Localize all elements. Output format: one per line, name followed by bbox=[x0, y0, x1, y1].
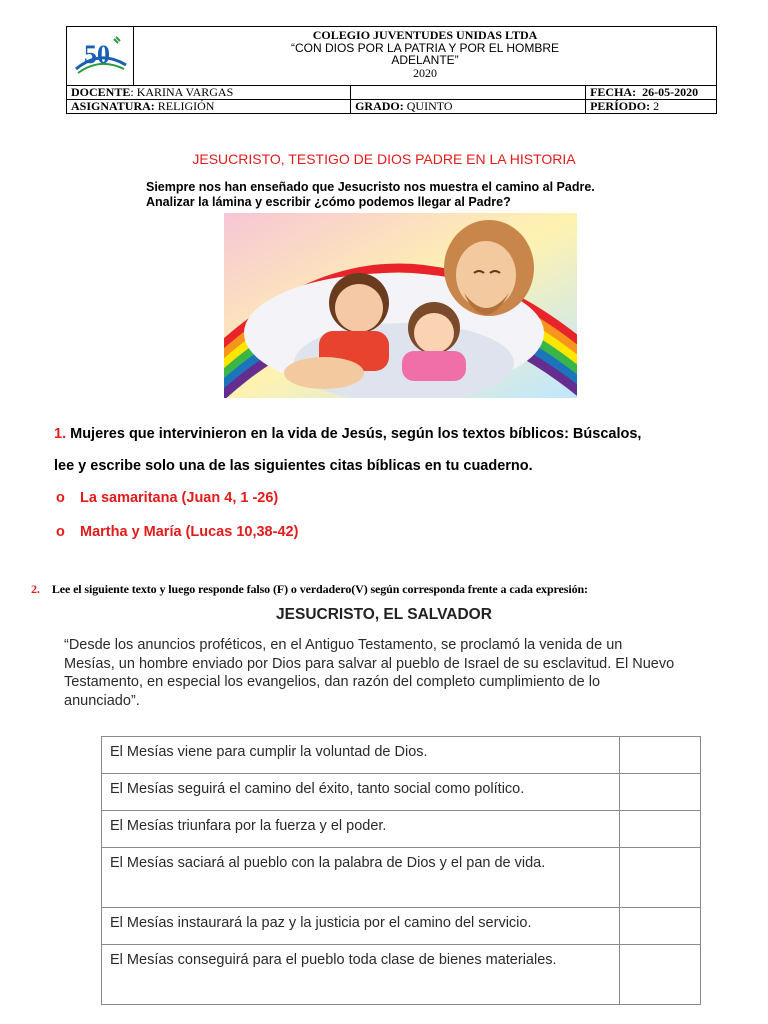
school-year: 2020 bbox=[413, 65, 437, 80]
fecha-label: FECHA: bbox=[590, 85, 637, 99]
asignatura-value: RELIGIÓN bbox=[157, 99, 215, 113]
question-2-number: 2. bbox=[31, 582, 40, 596]
asignatura-label: ASIGNATURA: bbox=[71, 99, 155, 113]
grado-value: QUINTO bbox=[406, 99, 453, 113]
logo-number: 50 bbox=[84, 39, 110, 69]
asignatura-cell bbox=[67, 100, 351, 114]
answer-cell[interactable] bbox=[620, 908, 701, 945]
fecha-value: 26-05-2020 bbox=[642, 85, 699, 99]
answer-cell[interactable] bbox=[620, 811, 701, 848]
statement-cell: El Mesías triunfara por la fuerza y el poder. bbox=[102, 811, 620, 848]
statement-cell: El Mesías saciará al pueblo con la palabra de Dios y el pan de vida. bbox=[102, 848, 620, 908]
statement-cell: El Mesías seguirá el camino del éxito, tanto social como político. bbox=[102, 774, 620, 811]
school-name: COLEGIO JUVENTUDES UNIDAS LTDA bbox=[312, 28, 538, 42]
periodo-cell bbox=[586, 100, 717, 114]
docente-label: DOCENTE bbox=[71, 85, 131, 99]
true-false-table bbox=[101, 736, 701, 1005]
reading-title: JESUCRISTO, EL SALVADOR bbox=[276, 606, 492, 623]
statement-cell: El Mesías conseguirá para el pueblo toda clase de bienes materiales. bbox=[102, 945, 620, 1005]
grado-label: GRADO: bbox=[355, 99, 404, 113]
jesus-with-children-icon bbox=[224, 213, 577, 398]
header-table bbox=[66, 26, 717, 114]
intro-line-2: Analizar la lámina y escribir ¿cómo podemos llegar al Padre? bbox=[146, 195, 511, 209]
table-row bbox=[102, 908, 701, 945]
reading-text: “Desde los anuncios proféticos, en el Antiguo Testamento, se proclamó la venida de un Mesías, un hombre enviado por Dios para salvar al pueblo de Israel de su esclavitud. El Nuevo Testamento, en especial los evangelios, dan razón del completo cumplimiento de lo anunciado”. bbox=[64, 637, 675, 709]
question-2-text: Lee el siguiente texto y luego responde falso (F) o verdadero(V) según corresponda frente a cada expresión: bbox=[51, 582, 588, 596]
page-title: JESUCRISTO, TESTIGO DE DIOS PADRE EN LA HISTORIA bbox=[192, 151, 576, 167]
empty-cell bbox=[351, 86, 586, 100]
periodo-label: PERÍODO: bbox=[590, 99, 651, 113]
docente-cell: DOCENTE: KARINA VARGAS bbox=[67, 86, 351, 100]
question-1-number: 1. bbox=[54, 426, 67, 442]
periodo-value: 2 bbox=[653, 99, 660, 113]
motto-line-1: “CON DIOS POR LA PATRIA Y POR EL HOMBRE bbox=[290, 40, 560, 55]
answer-cell[interactable] bbox=[620, 945, 701, 1005]
table-row bbox=[102, 774, 701, 811]
citation-item bbox=[56, 490, 278, 506]
school-logo bbox=[67, 27, 134, 86]
answer-cell[interactable] bbox=[620, 737, 701, 774]
docente-value: KARINA VARGAS bbox=[136, 85, 234, 99]
table-row bbox=[102, 848, 701, 908]
table-row bbox=[102, 945, 701, 1005]
table-row bbox=[102, 811, 701, 848]
question-1-line-2: lee y escribe solo una de las siguientes citas bíblicas en tu cuaderno. bbox=[54, 458, 533, 474]
question-2 bbox=[31, 582, 588, 597]
citation-text: Martha y María (Lucas 10,38-42) bbox=[80, 524, 299, 540]
table-row bbox=[102, 737, 701, 774]
statement-cell: El Mesías viene para cumplir la voluntad de Dios. bbox=[102, 737, 620, 774]
statement-cell: El Mesías instaurará la paz y la justicia por el camino del servicio. bbox=[102, 908, 620, 945]
citation-text: La samaritana (Juan 4, 1 -26) bbox=[80, 490, 279, 506]
question-1-line-1 bbox=[54, 426, 641, 442]
answer-cell[interactable] bbox=[620, 774, 701, 811]
citation-item bbox=[56, 524, 298, 540]
fecha-cell bbox=[586, 86, 717, 100]
jesus-children-illustration bbox=[224, 213, 577, 398]
grado-cell bbox=[351, 100, 586, 114]
bullet-icon: o bbox=[56, 524, 65, 540]
school-logo-icon bbox=[70, 29, 130, 81]
bullet-icon: o bbox=[56, 490, 65, 506]
intro-line-1: Siempre nos han enseñado que Jesucristo nos muestra el camino al Padre. bbox=[146, 180, 595, 194]
answer-cell[interactable] bbox=[620, 848, 701, 908]
intro-text bbox=[146, 180, 595, 210]
motto-line-2: ADELANTE” bbox=[391, 53, 459, 67]
school-title-cell bbox=[134, 27, 717, 86]
question-1-text-1: Mujeres que intervinieron en la vida de Jesús, según los textos bíblicos: Búscalos, bbox=[70, 426, 642, 442]
